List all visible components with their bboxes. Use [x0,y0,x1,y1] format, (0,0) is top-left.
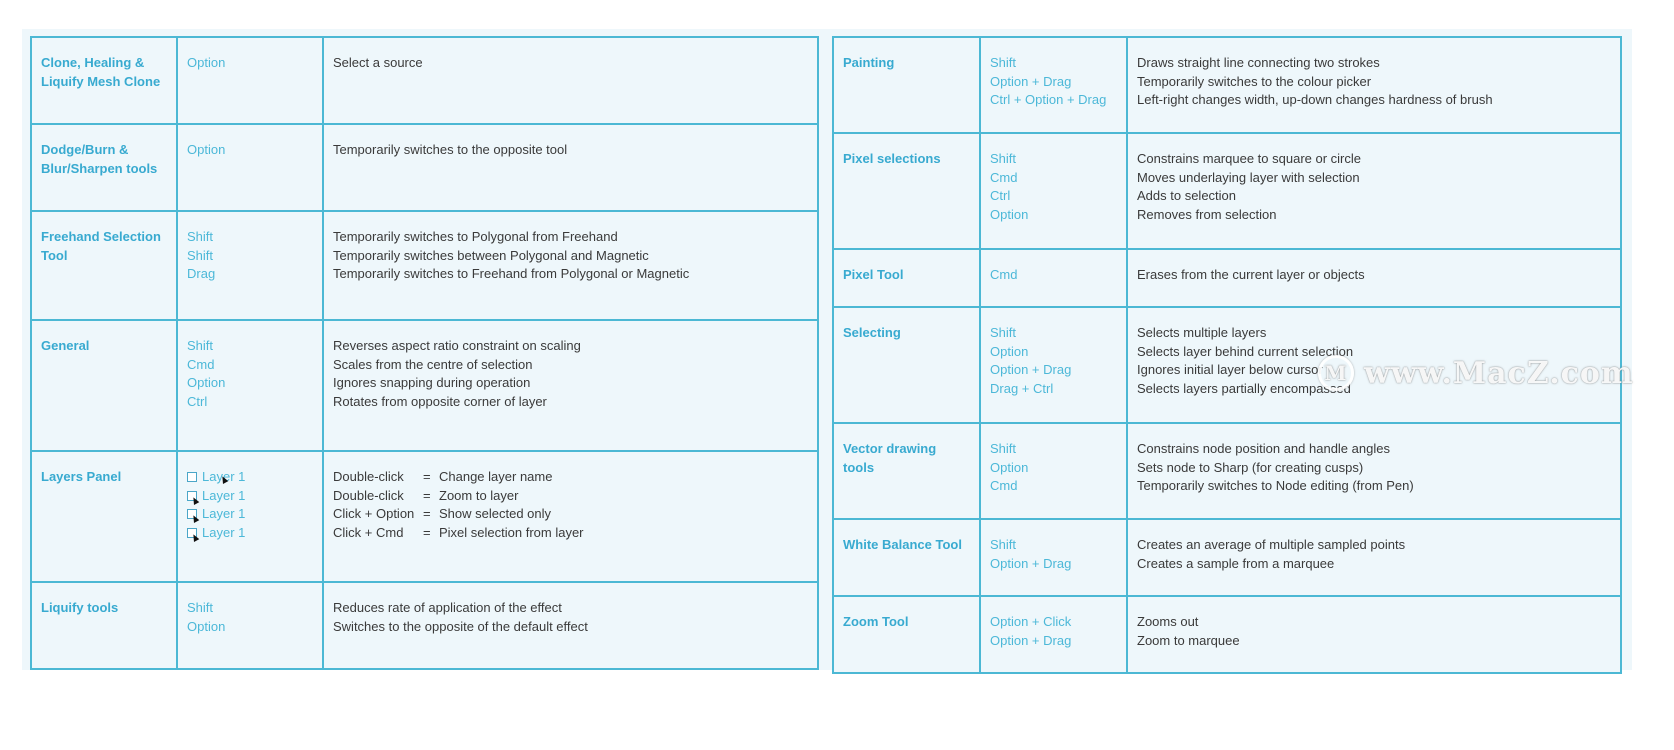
layer-action-line [333,487,808,506]
watermark-text: www.MacZ.com [1364,355,1634,391]
description-cell [1127,519,1621,596]
category-label: Freehand Selection Tool [41,229,161,263]
shortcut-key: Drag [187,266,216,281]
shortcut-description: Zooms out [1137,614,1199,629]
keys-cell [980,519,1127,596]
category-cell [31,451,177,582]
category-label: White Balance Tool [843,537,962,552]
shortcut-description: Removes from selection [1137,206,1277,222]
shortcut-row [833,37,1621,133]
description-cell [323,320,818,451]
keys-cell [980,596,1127,673]
shortcut-description: Sets node to Sharp (for creating cusps) [1137,459,1364,475]
description-cell [323,124,818,211]
category-cell [833,37,980,133]
description-cell [323,582,818,669]
shortcut-description: Erases from the current layer or objects [1137,267,1365,282]
shortcut-key: Shift [990,441,1017,456]
shortcut-description: Temporarily switches to Node editing (from Pen) [1137,478,1414,493]
shortcut-key: Cmd [990,169,1018,185]
layer-name: Layer 1 [202,487,246,503]
shortcut-row [31,124,818,211]
layer-action-line [333,505,808,524]
keys-cell [177,211,323,320]
description-cell [1127,423,1621,519]
layer-checkbox-icon[interactable] [187,509,197,519]
layer-action-result: Pixel selection from layer [439,524,584,540]
shortcut-row [31,37,818,124]
shortcut-description: Selects layer behind current selection [1137,343,1354,359]
category-label: Painting [843,55,895,70]
category-cell [31,37,177,124]
shortcut-key: Shift [990,151,1017,166]
layer-action: Click + Cmd [333,524,404,540]
category-cell [31,320,177,451]
category-label: Vector drawing tools [843,441,937,475]
shortcut-row [31,451,818,582]
cursor-icon [191,496,200,505]
category-cell [833,519,980,596]
category-cell [31,211,177,320]
layer-action: Click + Option [333,506,415,521]
layer-item[interactable] [187,524,313,543]
shortcut-key: Cmd [990,267,1018,282]
cursor-icon [191,533,200,542]
category-label: Zoom Tool [843,614,909,629]
shortcut-row [833,249,1621,307]
category-cell [833,307,980,423]
layer-checkbox-icon[interactable] [187,528,197,538]
category-label: General [41,338,90,353]
shortcut-description: Constrains node position and handle angles [1137,441,1390,456]
shortcut-key: Shift [990,325,1017,340]
cursor-icon [191,514,200,523]
category-label: Selecting [843,325,901,340]
layer-name: Layer 1 [202,524,246,540]
shortcut-description: Temporarily switches between Polygonal and Magnetic [333,247,649,263]
shortcut-key: Shift [187,338,214,353]
shortcut-description: Rotates from opposite corner of layer [333,393,547,409]
shortcut-row [833,596,1621,673]
shortcut-sheet [22,29,1632,670]
category-label: Clone, Healing & Liquify Mesh Clone [41,55,161,89]
keys-cell [980,423,1127,519]
shortcut-key: Shift [990,537,1017,552]
keys-cell [177,582,323,669]
shortcut-row [833,133,1621,249]
shortcut-key: Option + Drag [990,632,1072,648]
layer-item[interactable] [187,468,313,487]
layer-action: Double-click [333,469,404,484]
shortcut-key: Ctrl [187,393,208,409]
shortcut-description: Zoom to marquee [1137,632,1240,648]
shortcut-key: Shift [990,55,1017,70]
description-cell [323,37,818,124]
shortcut-row [833,519,1621,596]
keys-cell [980,307,1127,423]
shortcut-key: Shift [187,600,214,615]
shortcut-description: Left-right changes width, up-down changes hardness of brush [1137,92,1493,107]
shortcut-key: Option [990,206,1029,222]
category-label: Liquify tools [41,600,119,615]
layer-action-result: Zoom to layer [439,487,519,503]
shortcut-key: Cmd [187,356,215,372]
description-cell [323,451,818,582]
watermark [1318,355,1634,391]
shortcut-row [31,320,818,451]
shortcut-description: Select a source [333,55,423,70]
description-cell [1127,249,1621,307]
shortcut-description: Reduces rate of application of the effect [333,600,562,615]
layer-name: Layer 1 [202,469,246,484]
layer-name: Layer 1 [202,506,246,521]
shortcut-description: Selects multiple layers [1137,325,1267,340]
description-cell [1127,596,1621,673]
shortcut-key: Drag + Ctrl [990,380,1054,396]
equals-sign: = [423,506,431,521]
shortcut-key: Shift [187,247,214,263]
shortcut-description: Creates a sample from a marquee [1137,555,1335,571]
keys-cell [177,320,323,451]
shortcut-description: Reverses aspect ratio constraint on scaling [333,338,581,353]
layer-action-line [333,468,808,487]
watermark-logo-icon: M [1318,355,1354,391]
shortcut-key: Ctrl [990,188,1011,203]
shortcut-description: Adds to selection [1137,188,1237,203]
shortcut-description: Switches to the opposite of the default effect [333,618,588,634]
shortcut-row [833,423,1621,519]
shortcut-description: Temporarily switches to the opposite tool [333,142,568,157]
keys-cell [177,451,323,582]
layer-item[interactable] [187,487,313,506]
shortcut-key: Option [187,375,226,390]
category-label: Dodge/Burn & Blur/Sharpen tools [41,142,158,176]
keys-cell [980,249,1127,307]
equals-sign: = [423,487,431,503]
shortcut-description: Constrains marquee to square or circle [1137,151,1361,166]
layer-action: Double-click [333,487,404,503]
category-label: Pixel Tool [843,267,904,282]
shortcut-description: Draws straight line connecting two strokes [1137,55,1380,70]
category-label: Layers Panel [41,469,122,484]
keys-cell [980,133,1127,249]
shortcut-key: Option + Drag [990,555,1072,571]
shortcut-key: Ctrl + Option + Drag [990,92,1107,107]
shortcut-description: Temporarily switches to Polygonal from Freehand [333,229,618,244]
left-shortcut-table [30,36,819,670]
shortcut-description: Selects layers partially encompassed [1137,380,1351,396]
layer-item[interactable] [187,505,313,524]
category-label: Pixel selections [843,151,941,166]
layer-action-result: Change layer name [439,469,553,484]
shortcut-key: Option + Drag [990,73,1072,89]
shortcut-description: Ignores snapping during operation [333,375,531,390]
shortcut-row [31,211,818,320]
shortcut-key: Cmd [990,478,1018,493]
shortcut-key: Option [187,618,226,634]
shortcut-description: Temporarily switches to the colour picker [1137,73,1372,89]
shortcut-key: Option + Click [990,614,1072,629]
description-cell [323,211,818,320]
category-cell [31,124,177,211]
equals-sign: = [423,524,431,540]
layer-action-result: Show selected only [439,506,552,521]
shortcut-description: Scales from the centre of selection [333,356,533,372]
shortcut-description: Creates an average of multiple sampled points [1137,537,1406,552]
shortcut-key: Option + Drag [990,362,1072,377]
description-cell [1127,133,1621,249]
shortcut-description: Ignores initial layer below cursor [1137,362,1323,377]
category-cell [833,133,980,249]
shortcut-key: Option [990,343,1029,359]
description-cell [1127,37,1621,133]
keys-cell [980,37,1127,133]
shortcut-key: Option [187,55,226,70]
layer-action-line [333,524,808,543]
category-cell [833,249,980,307]
equals-sign: = [423,469,431,484]
category-cell [31,582,177,669]
shortcut-key: Shift [187,229,214,244]
category-cell [833,596,980,673]
layer-checkbox-icon[interactable] [187,491,197,501]
category-cell [833,423,980,519]
layer-checkbox-icon[interactable] [187,472,197,482]
shortcut-key: Option [990,459,1029,475]
keys-cell [177,37,323,124]
shortcut-description: Moves underlaying layer with selection [1137,169,1360,185]
shortcut-description: Temporarily switches to Freehand from Polygonal or Magnetic [333,266,690,281]
shortcut-key: Option [187,142,226,157]
keys-cell [177,124,323,211]
shortcut-row [31,582,818,669]
